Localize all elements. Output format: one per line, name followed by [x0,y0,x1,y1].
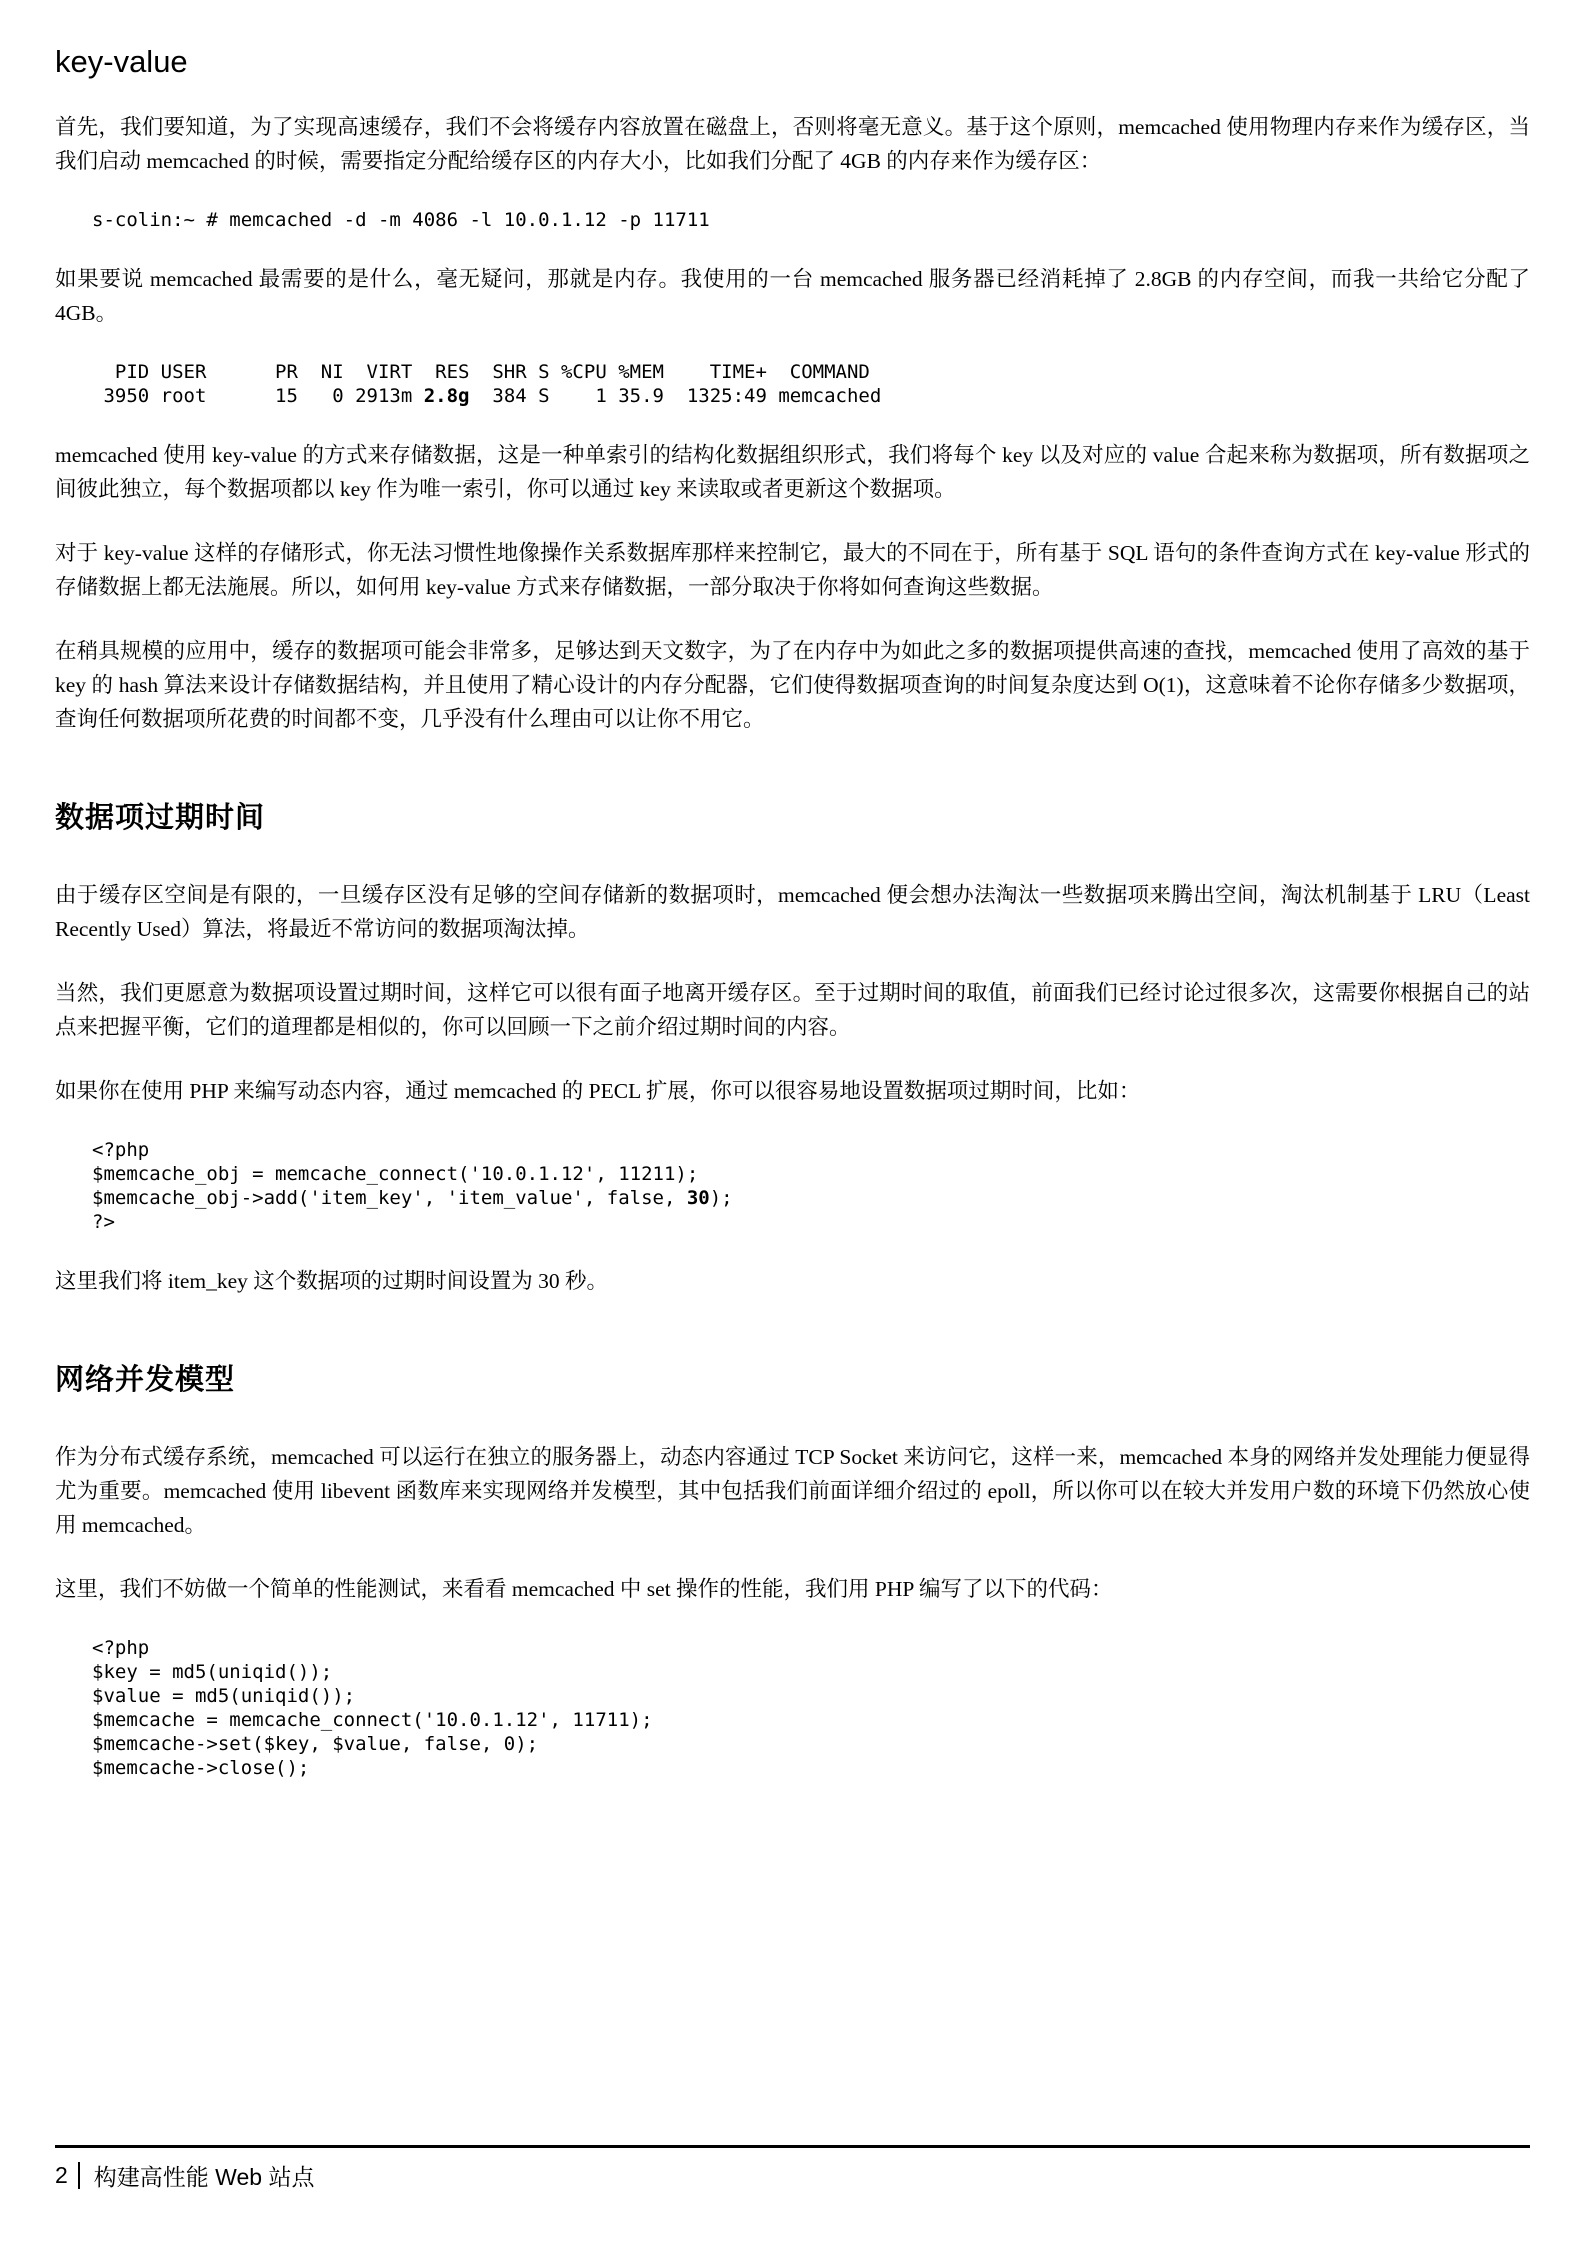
code-line: $memcache->set($key, $value, false, 0); [92,1733,539,1755]
code-line: $memcache_obj->add('item_key', 'item_value', false, 30); [92,1187,733,1209]
code-line: <?php [92,1139,150,1161]
expiry-seconds-bold: 30 [686,1187,710,1209]
paragraph-php-pecl: 如果你在使用 PHP 来编写动态内容，通过 memcached 的 PECL 扩展，你可以很容易地设置数据项过期时间，比如： [55,1079,1141,1103]
code-line: $key = md5(uniqid()); [92,1661,333,1683]
code-line: 3950 root 15 0 2913m 2.8g 384 S 1 35.9 1325:49 memcached [92,385,882,407]
memory-usage-bold: 2.8g [423,385,470,407]
footer-rule [55,2145,1530,2148]
section-heading-expiry: 数据项过期时间 [55,802,266,834]
book-title: 构建高性能 Web 站点 [93,2164,315,2190]
code-block-php-add [92,1138,1530,1234]
page-footer [55,2145,1530,2192]
page-content [55,44,1530,1806]
paragraph-perf-test: 这里，我们不妨做一个简单的性能测试，来看看 memcached 中 set 操作的性能，我们用 PHP 编写了以下的代码： [55,1577,1113,1601]
code-line: <?php [92,1637,150,1659]
paragraph-lru: 由于缓存区空间是有限的，一旦缓存区没有足够的空间存储新的数据项时，memcached 便会想办法淘汰一些数据项来腾出空间，淘汰机制基于 LRU（Least Recently Used）算法，将最近不常访问的数据项淘汰掉。 [55,883,1530,941]
code-block-php-set [92,1636,1530,1780]
paragraph-distributed: 作为分布式缓存系统，memcached 可以运行在独立的服务器上，动态内容通过 TCP Socket 来访问它，这样一来，memcached 本身的网络并发处理能力便显得尤为重要。memcached 使用 libevent 函数库来实现网络并发模型，其中包括我们前面详细介绍过的 epoll，所以你可以在较大并发用户数的环境下仍然放心使用 memcached。 [55,1445,1530,1537]
code-line: ?> [92,1211,115,1233]
code-line: $memcache = memcache_connect('10.0.1.12', 11711); [92,1709,653,1731]
page-title: key-value [55,44,188,79]
paragraph-sql: 对于 key-value 这样的存储形式，你无法习惯性地像操作关系数据库那样来控制它，最大的不同在于，所有基于 SQL 语句的条件查询方式在 key-value 形式的存储数据上都无法施展。所以，如何用 key-value 方式来存储数据，一部分取决于你将如何查询这些数据。 [55,541,1530,599]
paragraph-expiry-pref: 当然，我们更愿意为数据项设置过期时间，这样它可以很有面子地离开缓存区。至于过期时间的取值，前面我们已经讨论过很多次，这需要你根据自己的站点来把握平衡，它们的道理都是相似的，你可以回顾一下之前介绍过期时间的内容。 [55,981,1530,1039]
paragraph-memory: 如果要说 memcached 最需要的是什么，毫无疑问，那就是内存。我使用的一台 memcached 服务器已经消耗掉了 2.8GB 的内存空间，而我一共给它分配了 4GB。 [55,267,1530,325]
code-block-top-output [92,360,1530,408]
code-line: $memcache_obj = memcache_connect('10.0.1.12', 11211); [92,1163,699,1185]
paragraph-keyvalue-store: memcached 使用 key-value 的方式来存储数据，这是一种单索引的结构化数据组织形式，我们将每个 key 以及对应的 value 合起来称为数据项，所有数据项之间彼此独立，每个数据项都以 key 作为唯一索引，你可以通过 key 来读取或者更新这个数据项。 [55,443,1530,501]
footer-text [55,2159,1530,2192]
paragraph-item-key: 这里我们将 item_key 这个数据项的过期时间设置为 30 秒。 [55,1269,609,1293]
code-block-memcached-start [92,208,1530,232]
code-line: PID USER PR NI VIRT RES SHR S %CPU %MEM TIME+ COMMAND [92,361,870,383]
footer-separator [78,2162,80,2189]
page-number: 2 [55,2162,68,2188]
code-line: $value = md5(uniqid()); [92,1685,356,1707]
paragraph-hash: 在稍具规模的应用中，缓存的数据项可能会非常多，足够达到天文数字，为了在内存中为如此之多的数据项提供高速的查找，memcached 使用了高效的基于 key 的 hash 算法来设计存储数据结构，并且使用了精心设计的内存分配器，它们使得数据项查询的时间复杂度达到 O(1)，这意味着不论你存储多少数据项，查询任何数据项所花费的时间都不变，几乎没有什么理由可以让你不用它。 [55,639,1530,731]
code-line: s-colin:~ # memcached -d -m 4086 -l 10.0.1.12 -p 11711 [92,209,710,231]
code-line: $memcache->close(); [92,1757,310,1779]
paragraph-intro: 首先，我们要知道，为了实现高速缓存，我们不会将缓存内容放置在磁盘上，否则将毫无意义。基于这个原则，memcached 使用物理内存来作为缓存区，当我们启动 memcached 的时候，需要指定分配给缓存区的内存大小，比如我们分配了 4GB 的内存来作为缓存区： [55,115,1530,173]
section-heading-network: 网络并发模型 [55,1364,236,1396]
